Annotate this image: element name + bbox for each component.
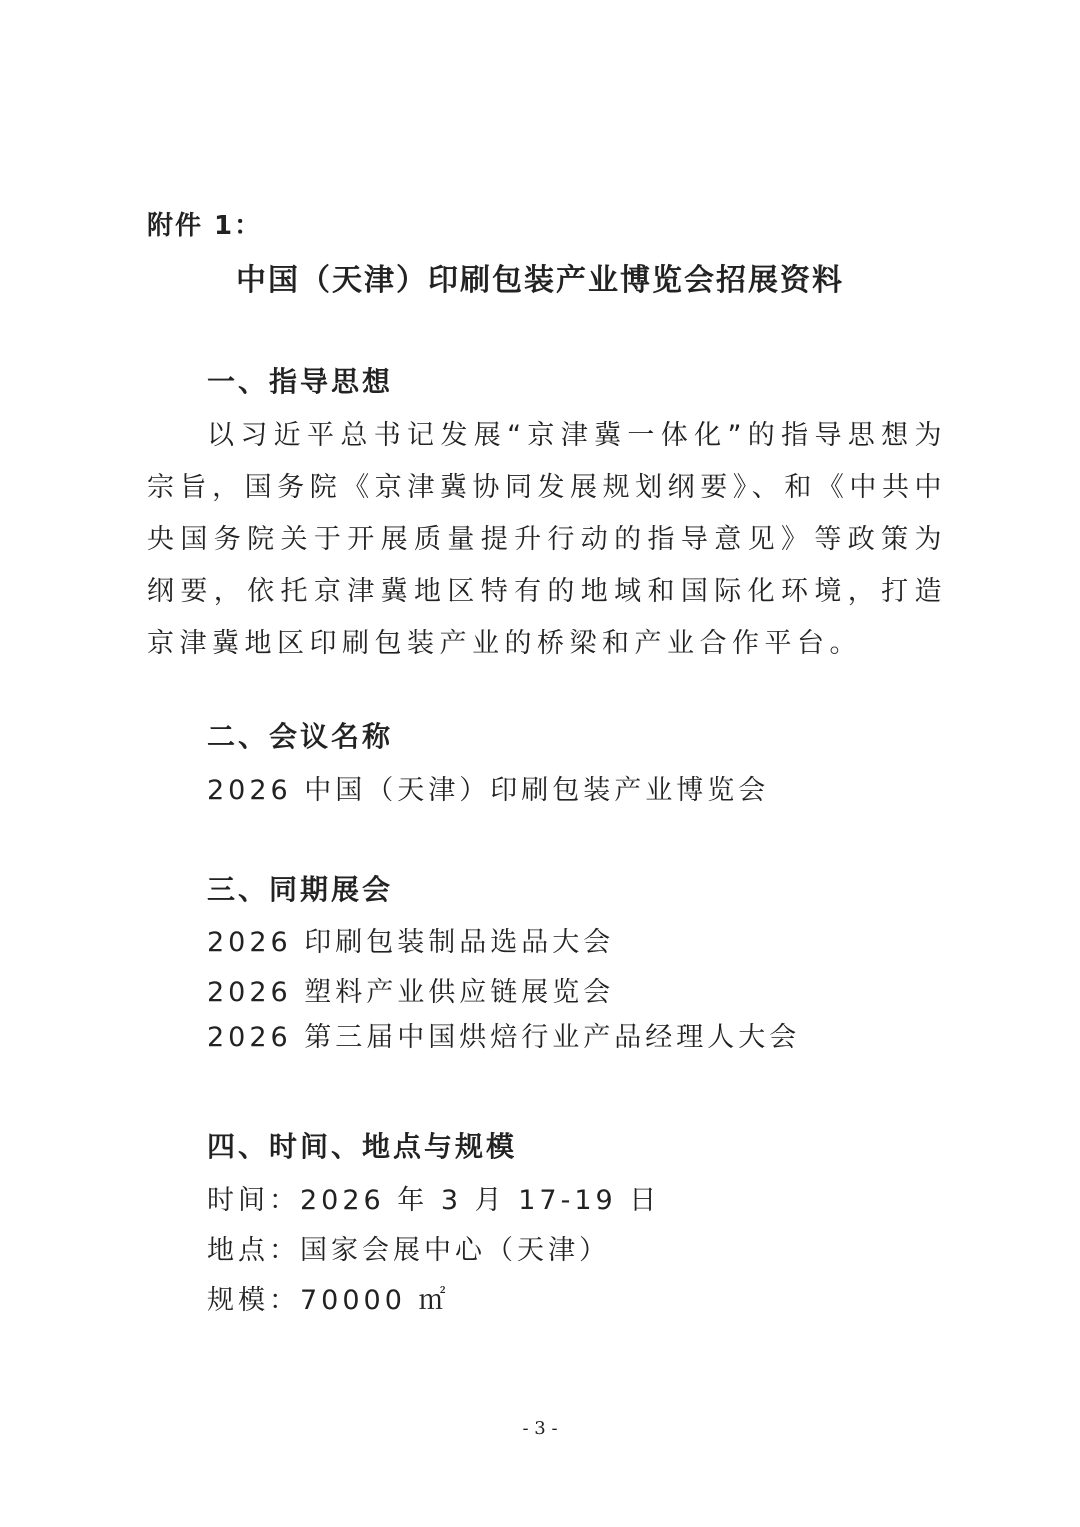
section-heading-concurrent-exhibitions: 三、同期展会 (207, 873, 394, 906)
page-number: - 3 - (522, 1418, 558, 1439)
event-scale-line: 规模：70000 ㎡ (207, 1285, 450, 1316)
conference-name-line: 2026 中国（天津）印刷包装产业博览会 (207, 775, 770, 806)
event-venue-line: 地点：国家会展中心（天津） (207, 1235, 610, 1266)
attachment-label: 附件 1： (147, 211, 263, 241)
concurrent-exhibition-item: 2026 第三届中国烘焙行业产品经理人大会 (207, 1022, 801, 1053)
event-time-line: 时间：2026 年 3 月 17-19 日 (207, 1185, 661, 1216)
document-title: 中国（天津）印刷包装产业博览会招展资料 (236, 263, 844, 298)
concurrent-exhibition-item: 2026 印刷包装制品选品大会 (207, 927, 615, 958)
section-heading-conference-name: 二、会议名称 (207, 720, 394, 753)
section-heading-time-venue-scale: 四、时间、地点与规模 (207, 1130, 518, 1163)
section-heading-guiding-ideology: 一、指导思想 (207, 365, 394, 398)
concurrent-exhibition-item: 2026 塑料产业供应链展览会 (207, 977, 615, 1008)
guiding-ideology-paragraph: 以习近平总书记发展“京津冀一体化”的指导思想为宗旨，国务院《京津冀协同发展规划纲要》、和《中共中央国务院关于开展质量提升行动的指导意见》等政策为纲要，依托京津冀地区特有的地域和国际化环境，打造京津冀地区印刷包装产业的桥梁和产业合作平台。 (147, 420, 947, 659)
